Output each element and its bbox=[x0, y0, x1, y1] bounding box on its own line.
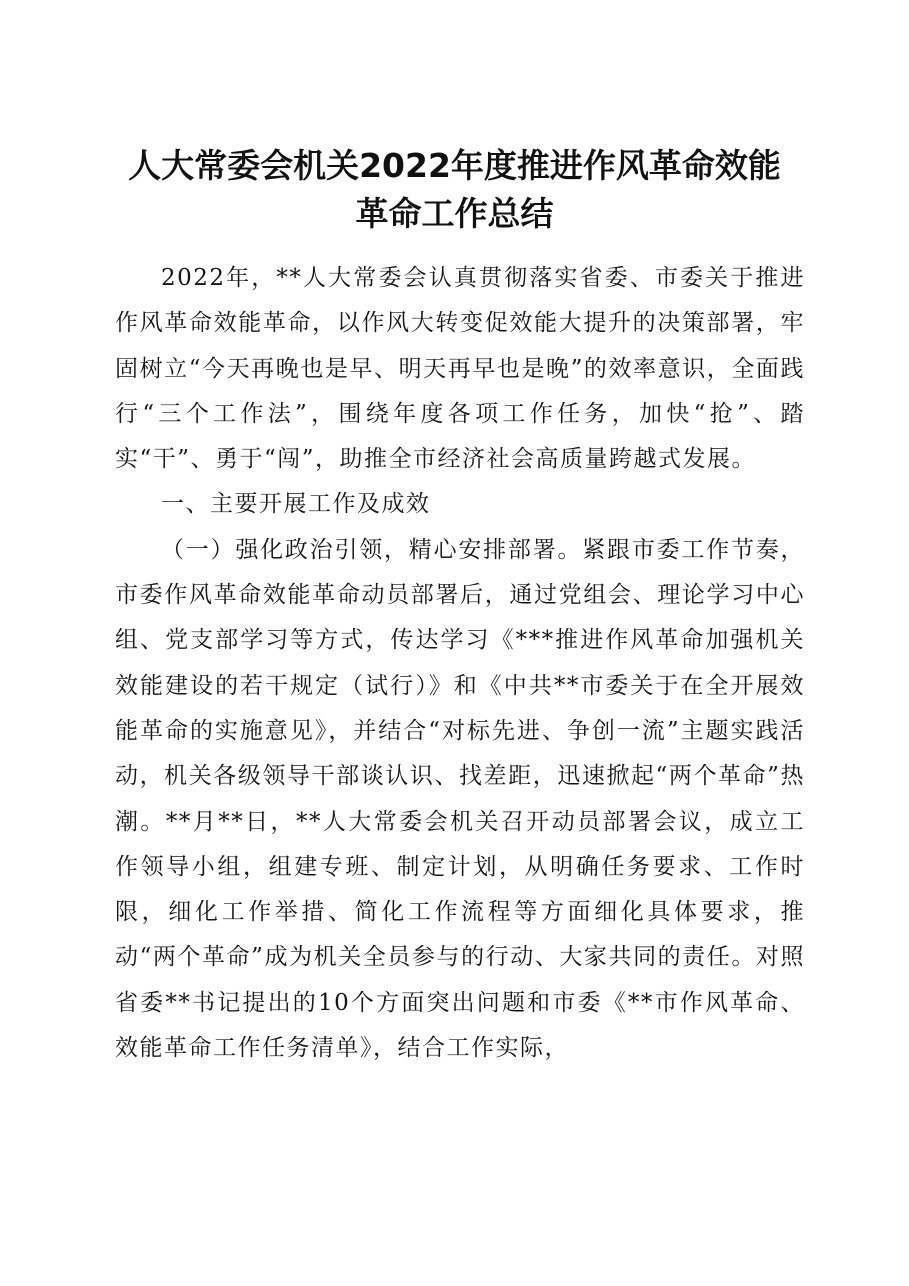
document-body bbox=[115, 256, 805, 1071]
intro-paragraph: 2022年，**人大常委会认真贯彻落实省委、市委关于推进作风革命效能革命，以作风大转变促效能大提升的决策部署，牢固树立“今天再晚也是早、明天再早也是晚”的效率意识，全面践行“三个工作法”，围绕年度各项工作任务，加快“抢”、踏实“干”、勇于“闯”，助推全市经济社会高质量跨越式发展。 bbox=[115, 265, 805, 473]
section-paragraph: （一）强化政治引领，精心安排部署。紧跟市委工作节奏，市委作风革命效能革命动员部署后，通过党组会、理论学习中心组、党支部学习等方式，传达学习《***推进作风革命加强机关效能建设的若干规定（试行）》和《中共**市委关于在全开展效能革命的实施意见》，并结合“对标先进、争创一流”主题实践活动，机关各级领导干部谈认识、找差距，迅速掀起“两个革命”热潮。**月**日，**人大常委会机关召开动员部署会议，成立工作领导小组，组建专班、制定计划，从明确任务要求、工作时限，细化工作举措、简化工作流程等方面细化具体要求，推动“两个革命”成为机关全员参与的行动、大家共同的责任。对照省委**书记提出的10个方面突出问题和市委《**市作风革命、效能革命工作任务清单》，结合工作实际， bbox=[115, 536, 805, 1062]
section-heading: 一、主要开展工作及成效 bbox=[161, 491, 431, 518]
title-line-1: 人大常委会机关2022年度推进作风革命效能 bbox=[128, 146, 781, 186]
title-line-2: 革命工作总结 bbox=[355, 194, 554, 234]
document-title bbox=[90, 142, 819, 238]
